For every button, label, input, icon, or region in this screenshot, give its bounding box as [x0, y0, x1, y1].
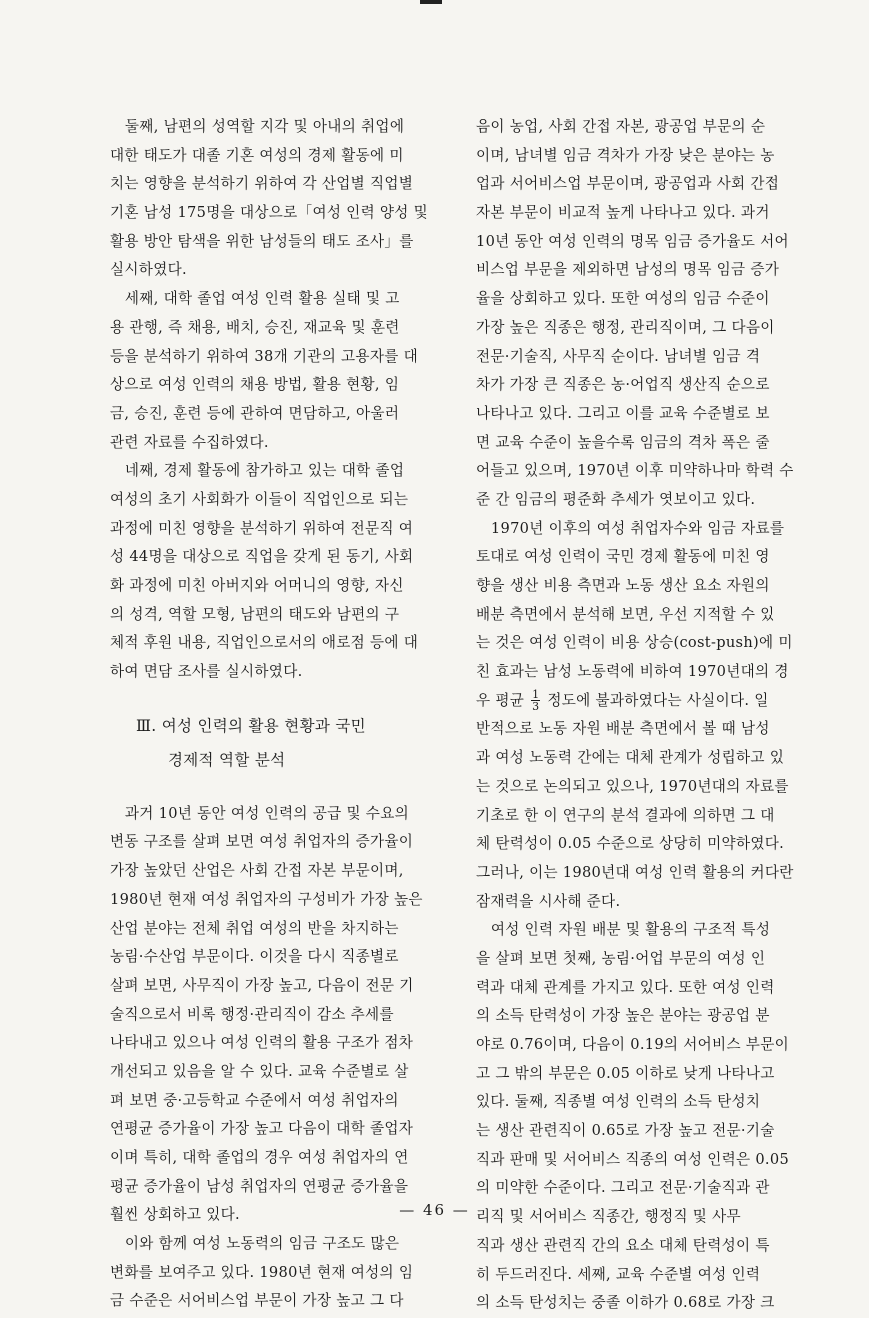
text-line: 과거 10년 동안 여성 인력의 공급 및 수요의 — [110, 804, 409, 822]
text-line: 기혼 남성 175명을 대상으로「여성 인력 양성 및 — [110, 204, 429, 222]
text-line: 변화를 보여주고 있다. 1980년 현재 여성의 임 — [110, 1263, 414, 1281]
text-line: 활용 방안 탐색을 위한 남성들의 태도 조사」를 — [110, 232, 414, 250]
section-heading-line1: Ⅲ. 여성 인력의 활용 현황과 국민 — [136, 716, 366, 735]
text-line: 실시하였다. — [110, 261, 187, 279]
text-line: 치는 영향을 분석하기 위하여 각 산업별 직업별 — [110, 175, 414, 193]
text-line: 등을 분석하기 위하여 38개 기관의 고용자를 대 — [110, 347, 418, 365]
text-line: 율을 상회하고 있다. 또한 여성의 임금 수준이 — [476, 290, 770, 308]
text-line: 산업 분야는 전체 취업 여성의 반을 차지하는 — [110, 919, 399, 937]
text-line: 배분 측면에서 분석해 보면, 우선 지적할 수 있 — [476, 605, 775, 623]
text-line: 상으로 여성 인력의 채용 방법, 활용 현황, 임 — [110, 376, 400, 394]
text-line: 이며, 남녀별 임금 격차가 가장 낮은 분야는 농 — [476, 146, 775, 164]
text-line: 을 살펴 보면 첫째, 농림·어업 부문의 여성 인 — [476, 949, 766, 967]
frac-prefix: 우 평균 — [476, 691, 530, 709]
text-line: 10년 동안 여성 인력의 명목 임금 증가율도 서어 — [476, 232, 789, 250]
right-paragraphs-a — [476, 113, 836, 687]
text-line: 는 생산 관련직이 0.65로 가장 높고 전문·기술 — [476, 1122, 775, 1140]
text-line: 개선되고 있음을 알 수 있다. 교육 수준별로 살 — [110, 1062, 409, 1080]
text-line: 향을 생산 비용 측면과 노동 생산 요소 자원의 — [476, 577, 770, 594]
text-line: 있다. 둘째, 직종별 여성 인력의 소득 탄성치 — [476, 1093, 761, 1111]
text-line: 잠재력을 시사해 준다. — [476, 892, 621, 910]
text-line: 비스업 부문을 제외하면 남성의 명목 임금 증가 — [476, 261, 780, 279]
text-line: 1980년 현재 여성 취업자의 구성비가 가장 높은 — [110, 890, 423, 908]
text-line: 화 과정에 미친 아버지와 어머니의 영향, 자신 — [110, 577, 404, 594]
text-line: 여성 인력 자원 배분 및 활용의 구조적 특성 — [476, 921, 771, 939]
text-line: 히 두드러진다. 세째, 교육 수준별 여성 인력 — [476, 1265, 761, 1283]
text-line: 업과 서어비스업 부문이며, 광공업과 사회 간접 — [476, 175, 780, 193]
text-line: 의 소득 탄성치는 중졸 이하가 0.68로 가장 크 — [476, 1294, 775, 1312]
text-line: 과 여성 노동력 간에는 대체 관계가 성립하고 있 — [476, 749, 785, 767]
text-line: 성 44명을 대상으로 직업을 갖게 된 동기, 사회 — [110, 548, 414, 566]
text-line: 과정에 미친 영향을 분석하기 위하여 전문직 여 — [110, 519, 414, 537]
text-line: 농림·수산업 부문이다. 이것을 다시 직종별로 — [110, 948, 399, 966]
text-line: 친 효과는 남성 노동력에 비하여 1970년대의 경 — [476, 663, 789, 681]
text-line: 관련 자료를 수집하였다. — [110, 433, 269, 451]
text-line: 대한 태도가 대졸 기혼 여성의 경제 활동에 미 — [110, 146, 404, 164]
text-line: 술직으로서 비록 행정·관리직이 감소 추세를 — [110, 1005, 394, 1023]
text-line: 면 교육 수준이 높을수록 임금의 격차 폭은 줄 — [476, 433, 770, 451]
fraction-denominator: 3 — [532, 700, 540, 714]
left-paragraphs-bottom — [110, 800, 450, 1316]
left-paragraphs-top — [110, 113, 450, 687]
header-rule — [420, 0, 442, 4]
frac-suffix: 정도에 불과하였다는 사실이다. 일 — [542, 691, 769, 709]
text-line: 리직 및 서어비스 직종간, 행정직 및 사무 — [476, 1208, 741, 1226]
one-third-fraction — [531, 689, 540, 712]
text-line: 어들고 있으며, 1970년 이후 미약하나마 학력 수 — [476, 462, 794, 480]
text-line: 는 것은 여성 인력이 비용 상승(cost-push)에 미 — [476, 634, 793, 652]
text-line-fraction — [476, 687, 836, 716]
text-line: 이며 특히, 대학 졸업의 경우 여성 취업자의 연 — [110, 1149, 409, 1166]
text-line: 변동 구조를 살펴 보면 여성 취업자의 증가율이 — [110, 833, 414, 851]
left-column — [110, 113, 450, 1316]
text-line: 금 수준은 서어비스업 부문이 가장 높고 그 다 — [110, 1292, 404, 1310]
text-line: 는 것으로 논의되고 있으나, 1970년대의 자료를 — [476, 777, 789, 795]
text-line: 반적으로 노동 자원 배분 측면에서 볼 때 남성 — [476, 720, 770, 738]
text-line: 1970년 이후의 여성 취업자수와 임금 자료를 — [476, 519, 785, 537]
text-line: 체적 후원 내용, 직업인으로서의 애로점 등에 대 — [110, 634, 419, 652]
text-line: 기초로 한 이 연구의 분석 결과에 의하면 그 대 — [476, 806, 775, 824]
text-line: 차가 가장 큰 직종은 농·어업직 생산직 순으로 — [476, 376, 770, 394]
page-number: — 46 — — [399, 1201, 470, 1219]
right-paragraphs-b — [476, 715, 836, 1317]
text-line: 용 관행, 즉 채용, 배치, 승진, 재교육 및 훈련 — [110, 318, 400, 336]
text-line: 의 성격, 역할 모형, 남편의 태도와 남편의 구 — [110, 605, 400, 623]
text-line: 체 탄력성이 0.05 수준으로 상당히 미약하였다. — [476, 835, 785, 853]
text-line: 준 간 임금의 평준화 추세가 엿보이고 있다. — [476, 490, 756, 508]
text-line: 고 그 밖의 부문은 0.05 이하로 낮게 나타나고 — [476, 1064, 775, 1082]
text-line: 금, 승진, 훈련 등에 관하여 면담하고, 아울러 — [110, 404, 400, 422]
text-line: 의 미약한 수준이다. 그리고 전문·기술직과 관 — [476, 1179, 770, 1197]
text-line: 직과 판매 및 서어비스 직종의 여성 인력은 0.05 — [476, 1150, 790, 1168]
text-line: 의 소득 탄력성이 가장 높은 분야는 광공업 분 — [476, 1007, 770, 1025]
section-heading-line2: 경제적 역할 분석 — [168, 750, 286, 769]
text-line: 하여 면담 조사를 실시하였다. — [110, 663, 303, 681]
text-line: 연평균 증가율이 가장 높고 다음이 대학 졸업자 — [110, 1120, 414, 1138]
text-line: 나타내고 있으나 여성 인력의 활용 구조가 점차 — [110, 1034, 414, 1052]
text-line: 그러나, 이는 1980년대 여성 인력 활용의 커다란 — [476, 863, 794, 881]
text-line: 여성의 초기 사회화가 이들이 직업인으로 되는 — [110, 490, 409, 508]
text-line: 이와 함께 여성 노동력의 임금 구조도 많은 — [110, 1235, 400, 1253]
right-column — [476, 113, 836, 1318]
text-line: 펴 보면 중·고등학교 수준에서 여성 취업자의 — [110, 1091, 399, 1109]
text-line: 둘째, 남편의 성역할 지각 및 아내의 취업에 — [110, 118, 405, 135]
text-line: 가장 높은 직종은 행정, 관리직이며, 그 다음이 — [476, 318, 775, 336]
text-line: 세째, 대학 졸업 여성 인력 활용 실태 및 고 — [110, 290, 400, 308]
fraction-numerator: 1 — [532, 688, 540, 702]
text-line: 살펴 보면, 사무직이 가장 높고, 다음이 전문 기 — [110, 976, 414, 994]
text-line: 네째, 경제 활동에 참가하고 있는 대학 졸업 — [110, 462, 405, 480]
text-line: 가장 높았던 산업은 사회 간접 자본 부문이며, — [110, 862, 404, 880]
text-line: 력과 대체 관계를 가지고 있다. 또한 여성 인력 — [476, 978, 775, 996]
text-line: 평균 증가율이 남성 취업자의 연평균 증가율을 — [110, 1177, 409, 1195]
text-line: 자본 부문이 비교적 높게 나타나고 있다. 과거 — [476, 204, 770, 222]
text-line: 야로 0.76이며, 다음이 0.19의 서어비스 부문이 — [476, 1036, 789, 1053]
text-line: 토대로 여성 인력이 국민 경제 활동에 미친 영 — [476, 548, 770, 566]
text-line: 직과 생산 관련직 간의 요소 대체 탄력성이 특 — [476, 1236, 770, 1254]
text-line: 훨씬 상회하고 있다. — [110, 1206, 240, 1224]
text-line: 전문·기술직, 사무직 순이다. 남녀별 임금 격 — [476, 347, 761, 365]
text-line: 나타나고 있다. 그리고 이를 교육 수준별로 보 — [476, 404, 770, 422]
text-line: 음이 농업, 사회 간접 자본, 광공업 부문의 순 — [476, 118, 766, 135]
